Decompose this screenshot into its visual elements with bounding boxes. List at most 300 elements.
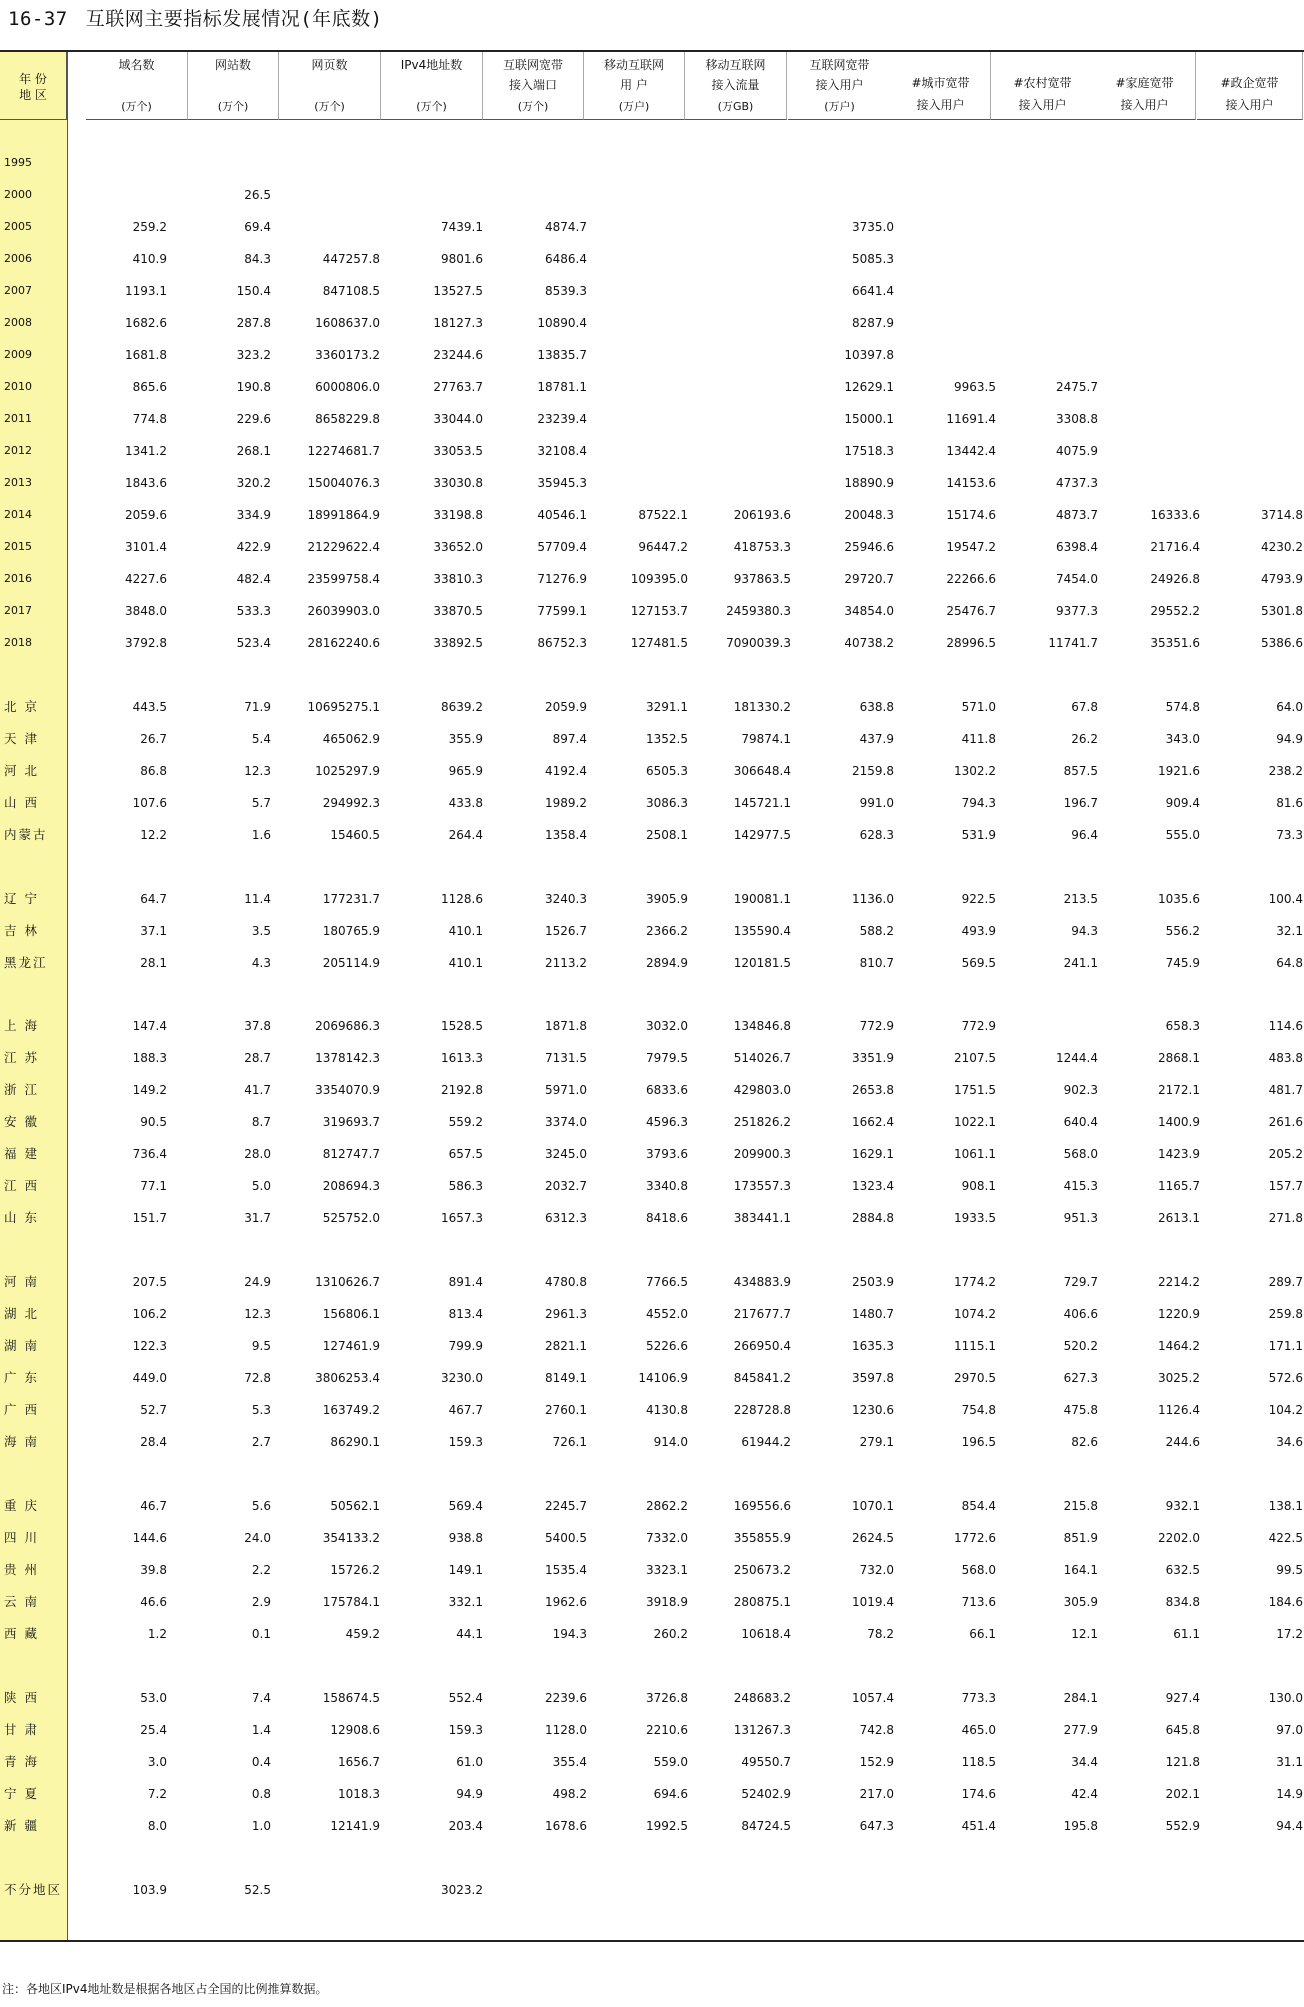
table-cell: 383441.1: [733, 1211, 791, 1225]
table-cell: 6833.6: [646, 1083, 688, 1097]
column-unit: (万户): [824, 100, 855, 113]
column-header-label: 接入端口: [508, 78, 557, 92]
table-cell: 902.3: [1063, 1083, 1098, 1097]
row-label: 2018: [4, 636, 32, 649]
table-cell: 897.4: [552, 732, 587, 746]
table-cell: 209900.3: [733, 1147, 791, 1161]
table-cell: 205114.9: [322, 956, 380, 970]
table-row: [0, 1784, 1304, 1804]
table-cell: 190081.1: [733, 892, 791, 906]
table-cell: 533.3: [236, 604, 271, 618]
table-cell: 96447.2: [638, 540, 688, 554]
table-cell: 437.9: [859, 732, 894, 746]
table-cell: 5386.6: [1261, 636, 1303, 650]
table-cell: 206193.6: [733, 508, 791, 522]
table-cell: 134846.8: [733, 1019, 791, 1033]
row-label: 青 海: [4, 1754, 39, 1769]
table-cell: 2862.2: [646, 1499, 688, 1513]
table-row: [0, 569, 1304, 589]
table-cell: 114.6: [1268, 1019, 1303, 1033]
table-cell: 449.0: [132, 1371, 167, 1385]
table-cell: 17.2: [1276, 1627, 1303, 1641]
table-cell: 175784.1: [322, 1595, 380, 1609]
table-cell: 52.7: [140, 1403, 167, 1417]
table-row: [0, 249, 1304, 269]
table-cell: 42.4: [1071, 1787, 1098, 1801]
column-header-label: 移动互联网: [705, 58, 766, 72]
table-cell: 2.2: [251, 1563, 271, 1577]
table-cell: 3240.3: [545, 892, 587, 906]
page-title: [8, 4, 383, 31]
table-cell: 657.5: [448, 1147, 483, 1161]
table-cell: 238.2: [1268, 764, 1303, 778]
table-cell: 1629.1: [852, 1147, 894, 1161]
table-row: [0, 1016, 1304, 1036]
table-cell: 35945.3: [537, 476, 587, 490]
table-cell: 1352.5: [646, 732, 688, 746]
table-cell: 196.7: [1063, 796, 1098, 810]
row-label: 云 南: [4, 1594, 39, 1609]
table-cell: 736.4: [132, 1147, 167, 1161]
table-cell: 4075.9: [1056, 444, 1098, 458]
table-cell: 78.2: [867, 1627, 894, 1641]
table-cell: 1057.4: [852, 1691, 894, 1705]
table-cell: 586.3: [448, 1179, 483, 1193]
table-cell: 1310626.7: [315, 1275, 380, 1289]
footnote: 注：各地区IPv4地址数是根据各地区占全国的比例推算数据。: [2, 1982, 328, 1996]
table-cell: 6505.3: [646, 764, 688, 778]
table-cell: 8639.2: [441, 700, 483, 714]
table-cell: 1774.2: [954, 1275, 996, 1289]
table-cell: 745.9: [1165, 956, 1200, 970]
table-cell: 184.6: [1268, 1595, 1303, 1609]
row-label-header: [0, 52, 67, 120]
row-label: 辽 宁: [4, 891, 39, 906]
table-cell: 411.8: [961, 732, 996, 746]
table-cell: 2059.6: [125, 508, 167, 522]
table-cell: 1018.3: [338, 1787, 380, 1801]
table-cell: 865.6: [132, 380, 167, 394]
table-cell: 34.6: [1276, 1435, 1303, 1449]
column-header-label: 互联网宽带: [502, 58, 563, 72]
table-cell: 1933.5: [954, 1211, 996, 1225]
row-label: 甘 肃: [4, 1722, 39, 1737]
table-cell: 1115.1: [954, 1339, 996, 1353]
table-row: [0, 953, 1304, 973]
table-cell: 152.9: [859, 1755, 894, 1769]
table-cell: 991.0: [859, 796, 894, 810]
table-cell: 84.3: [244, 252, 271, 266]
table-cell: 2503.9: [852, 1275, 894, 1289]
column-header-label: IPv4地址数: [400, 58, 463, 72]
table-row: [0, 441, 1304, 461]
table-cell: 5085.3: [852, 252, 894, 266]
column-header-label: 网站数: [214, 58, 251, 72]
column-unit: (万个): [121, 100, 152, 113]
table-cell: 1400.9: [1158, 1115, 1200, 1129]
table-cell: 52.5: [244, 1883, 271, 1897]
column-header: [788, 52, 892, 120]
table-cell: 21229622.4: [307, 540, 380, 554]
table-cell: 2821.1: [545, 1339, 587, 1353]
table-cell: 658.3: [1165, 1019, 1200, 1033]
table-cell: 8539.3: [545, 284, 587, 298]
table-cell: 2202.0: [1158, 1531, 1200, 1545]
table-cell: 552.4: [448, 1691, 483, 1705]
row-label: 2008: [4, 316, 32, 329]
table-cell: 20048.3: [844, 508, 894, 522]
row-label: 黑龙江: [4, 955, 48, 970]
table-row: [0, 825, 1304, 845]
table-cell: 483.8: [1268, 1051, 1303, 1065]
row-label: 广 西: [4, 1402, 39, 1417]
table-cell: 73.3: [1276, 828, 1303, 842]
column-header-label: 接入流量: [711, 78, 760, 92]
table-cell: 772.9: [961, 1019, 996, 1033]
table-cell: 5.4: [251, 732, 271, 746]
table-cell: 7131.5: [545, 1051, 587, 1065]
table-cell: 181330.2: [733, 700, 791, 714]
table-cell: 2069686.3: [315, 1019, 380, 1033]
table-cell: 28.7: [244, 1051, 271, 1065]
table-cell: 103.9: [132, 1883, 167, 1897]
table-cell: 2172.1: [1158, 1083, 1200, 1097]
table-cell: 1992.5: [646, 1819, 688, 1833]
table-cell: 8658229.8: [315, 412, 380, 426]
column-header-label: #政企宽带: [1220, 76, 1279, 90]
table-cell: 1635.3: [852, 1339, 894, 1353]
table-cell: 131267.3: [733, 1723, 791, 1737]
table-cell: 127481.5: [630, 636, 688, 650]
table-cell: 294992.3: [322, 796, 380, 810]
table-cell: 857.5: [1063, 764, 1098, 778]
table-cell: 834.8: [1165, 1595, 1200, 1609]
table-cell: 3726.8: [646, 1691, 688, 1705]
row-label: 2005: [4, 220, 32, 233]
table-cell: 1657.3: [441, 1211, 483, 1225]
table-cell: 1341.2: [125, 444, 167, 458]
table-cell: 3792.8: [125, 636, 167, 650]
table-cell: 774.8: [132, 412, 167, 426]
table-cell: 5.3: [251, 1403, 271, 1417]
table-cell: 1871.8: [545, 1019, 587, 1033]
table-cell: 28162240.6: [307, 636, 380, 650]
table-cell: 354133.2: [322, 1531, 380, 1545]
row-label: 2015: [4, 540, 32, 553]
table-cell: 12629.1: [844, 380, 894, 394]
table-cell: 4596.3: [646, 1115, 688, 1129]
table-cell: 1.6: [251, 828, 271, 842]
table-cell: 174.6: [961, 1787, 996, 1801]
table-cell: 627.3: [1063, 1371, 1098, 1385]
table-cell: 1613.3: [441, 1051, 483, 1065]
table-cell: 44.1: [456, 1627, 483, 1641]
table-cell: 3340.8: [646, 1179, 688, 1193]
table-cell: 12.1: [1071, 1627, 1098, 1641]
table-cell: 434883.9: [733, 1275, 791, 1289]
table-cell: 268.1: [236, 444, 271, 458]
table-cell: 104.2: [1268, 1403, 1303, 1417]
table-cell: 1.2: [147, 1627, 167, 1641]
table-cell: 556.2: [1165, 924, 1200, 938]
table-cell: 6486.4: [545, 252, 587, 266]
table-cell: 21716.4: [1150, 540, 1200, 554]
table-cell: 84724.5: [741, 1819, 791, 1833]
table-cell: 147.4: [132, 1019, 167, 1033]
table-cell: 11691.4: [946, 412, 996, 426]
column-unit: (万个): [416, 100, 447, 113]
table-row: [0, 793, 1304, 813]
table-cell: 217.0: [859, 1787, 894, 1801]
table-cell: 3308.8: [1056, 412, 1098, 426]
column-header-label: 互联网宽带: [809, 58, 870, 72]
table-cell: 810.7: [859, 956, 894, 970]
table-cell: 645.8: [1165, 1723, 1200, 1737]
table-cell: 2192.8: [441, 1083, 483, 1097]
row-label: 2013: [4, 476, 32, 489]
row-label-header-year: 年 份: [19, 72, 47, 86]
column-unit: (万个): [314, 100, 345, 113]
table-cell: 8.7: [251, 1115, 271, 1129]
table-cell: 1128.0: [545, 1723, 587, 1737]
table-cell: 18781.1: [537, 380, 587, 394]
table-cell: 9377.3: [1056, 604, 1098, 618]
table-cell: 7454.0: [1056, 572, 1098, 586]
table-cell: 2.7: [251, 1435, 271, 1449]
row-label: 山 东: [4, 1210, 39, 1225]
row-label: 2006: [4, 252, 32, 265]
table-cell: 213.5: [1063, 892, 1098, 906]
table-cell: 46.7: [140, 1499, 167, 1513]
table-cell: 559.2: [448, 1115, 483, 1129]
table-cell: 261.6: [1268, 1115, 1303, 1129]
table-row: [0, 761, 1304, 781]
table-cell: 2.9: [251, 1595, 271, 1609]
table-cell: 66.1: [969, 1627, 996, 1641]
table-cell: 1464.2: [1158, 1339, 1200, 1353]
table-cell: 86752.3: [537, 636, 587, 650]
table-cell: 0.4: [251, 1755, 271, 1769]
table-cell: 188.3: [132, 1051, 167, 1065]
table-cell: 127153.7: [630, 604, 688, 618]
table-cell: 525752.0: [322, 1211, 380, 1225]
table-cell: 742.8: [859, 1723, 894, 1737]
table-cell: 568.0: [1063, 1147, 1098, 1161]
table-cell: 7.2: [147, 1787, 167, 1801]
table-cell: 10618.4: [741, 1627, 791, 1641]
table-cell: 18991864.9: [307, 508, 380, 522]
table-cell: 406.6: [1063, 1307, 1098, 1321]
table-cell: 847108.5: [322, 284, 380, 298]
table-cell: 2459380.3: [726, 604, 791, 618]
table-cell: 5400.5: [545, 1531, 587, 1545]
table-cell: 130.0: [1268, 1691, 1303, 1705]
table-cell: 1989.2: [545, 796, 587, 810]
column-header: [1094, 52, 1196, 120]
table-cell: 86290.1: [330, 1435, 380, 1449]
table-cell: 2239.6: [545, 1691, 587, 1705]
row-label: 西 藏: [4, 1626, 39, 1641]
table-cell: 3918.9: [646, 1595, 688, 1609]
table-cell: 493.9: [961, 924, 996, 938]
table-cell: 259.8: [1268, 1307, 1303, 1321]
table-cell: 3735.0: [852, 220, 894, 234]
column-unit: (万个): [217, 100, 249, 113]
table-cell: 713.6: [961, 1595, 996, 1609]
table-cell: 772.9: [859, 1019, 894, 1033]
row-label: 吉 林: [4, 923, 39, 938]
table-row: [0, 537, 1304, 557]
table-cell: 0.8: [251, 1787, 271, 1801]
table-cell: 3360173.2: [315, 348, 380, 362]
table-cell: 343.0: [1165, 732, 1200, 746]
table-cell: 799.9: [448, 1339, 483, 1353]
table-cell: 29720.7: [844, 572, 894, 586]
row-label: 2017: [4, 604, 32, 617]
table-cell: 77.1: [140, 1179, 167, 1193]
table-cell: 67.8: [1071, 700, 1098, 714]
table-cell: 1962.6: [545, 1595, 587, 1609]
table-cell: 523.4: [236, 636, 271, 650]
table-cell: 3806253.4: [315, 1371, 380, 1385]
table-cell: 15726.2: [330, 1563, 380, 1577]
table-row: [0, 697, 1304, 717]
table-cell: 1662.4: [852, 1115, 894, 1129]
table-row: [0, 1560, 1304, 1580]
table-cell: 12141.9: [330, 1819, 380, 1833]
table-cell: 2245.7: [545, 1499, 587, 1513]
row-label: 河 南: [4, 1274, 39, 1289]
table-cell: 555.0: [1165, 828, 1200, 842]
table-cell: 32.1: [1276, 924, 1303, 938]
table-cell: 332.1: [448, 1595, 483, 1609]
table-cell: 25946.6: [844, 540, 894, 554]
row-label: 河 北: [4, 763, 39, 778]
table-cell: 3025.2: [1158, 1371, 1200, 1385]
table-cell: 144.6: [132, 1531, 167, 1545]
table-cell: 1061.1: [954, 1147, 996, 1161]
table-row: [0, 1496, 1304, 1516]
table-cell: 122.3: [132, 1339, 167, 1353]
table-cell: 35351.6: [1150, 636, 1200, 650]
table-cell: 208694.3: [322, 1179, 380, 1193]
table-row: [0, 1592, 1304, 1612]
row-label: 2016: [4, 572, 32, 585]
table-row: [0, 889, 1304, 909]
table-cell: 927.4: [1165, 1691, 1200, 1705]
table-cell: 729.7: [1063, 1275, 1098, 1289]
table-cell: 1019.4: [852, 1595, 894, 1609]
table-cell: 1302.2: [954, 764, 996, 778]
table-cell: 451.4: [961, 1819, 996, 1833]
table-cell: 4230.2: [1261, 540, 1303, 554]
table-row: [0, 1432, 1304, 1452]
table-cell: 61944.2: [741, 1435, 791, 1449]
table-cell: 12.2: [140, 828, 167, 842]
table-cell: 433.8: [448, 796, 483, 810]
table-cell: 3905.9: [646, 892, 688, 906]
table-cell: 279.1: [859, 1435, 894, 1449]
table-cell: 422.9: [236, 540, 271, 554]
table-row: [0, 1688, 1304, 1708]
table-cell: 1921.6: [1158, 764, 1200, 778]
table-cell: 938.8: [448, 1531, 483, 1545]
table-cell: 157.7: [1268, 1179, 1303, 1193]
table-cell: 33810.3: [433, 572, 483, 586]
table-row: [0, 1144, 1304, 1164]
table-cell: 937863.5: [733, 572, 791, 586]
table-cell: 61.0: [456, 1755, 483, 1769]
table-number: 16-37: [8, 8, 68, 30]
column-unit: (万个): [517, 100, 549, 113]
table-cell: 2868.1: [1158, 1051, 1200, 1065]
table-cell: 14153.6: [946, 476, 996, 490]
table-cell: 34854.0: [844, 604, 894, 618]
table-cell: 287.8: [236, 316, 271, 330]
column-header-label: #农村宽带: [1013, 76, 1072, 90]
table-row: [0, 313, 1304, 333]
table-cell: 15460.5: [330, 828, 380, 842]
table-row: [0, 217, 1304, 237]
table-cell: 1022.1: [954, 1115, 996, 1129]
table-cell: 33030.8: [433, 476, 483, 490]
row-label: 不分地区: [4, 1882, 63, 1897]
table-cell: 4874.7: [545, 220, 587, 234]
table-cell: 33892.5: [433, 636, 483, 650]
table-cell: 3.0: [147, 1755, 167, 1769]
table-cell: 94.9: [456, 1787, 483, 1801]
table-cell: 94.4: [1276, 1819, 1303, 1833]
table-cell: 2653.8: [852, 1083, 894, 1097]
table-cell: 64.8: [1276, 956, 1303, 970]
table-cell: 1656.7: [338, 1755, 380, 1769]
table-cell: 531.9: [961, 828, 996, 842]
table-cell: 1035.6: [1158, 892, 1200, 906]
row-label: 2007: [4, 284, 32, 297]
row-label-column: [0, 52, 68, 1940]
table-cell: 320.2: [236, 476, 271, 490]
column-unit: (万GB): [717, 100, 754, 113]
table-cell: 6312.3: [545, 1211, 587, 1225]
table-cell: 248683.2: [733, 1691, 791, 1705]
table-cell: 177231.7: [322, 892, 380, 906]
table-cell: 28.1: [140, 956, 167, 970]
row-label-header-region: 地 区: [19, 88, 47, 102]
table-cell: 10397.8: [844, 348, 894, 362]
table-cell: 99.5: [1276, 1563, 1303, 1577]
table-cell: 2366.2: [646, 924, 688, 938]
table-cell: 149.1: [448, 1563, 483, 1577]
table-cell: 498.2: [552, 1787, 587, 1801]
row-label: 江 西: [4, 1178, 39, 1193]
table-cell: 26.7: [140, 732, 167, 746]
table-row: [0, 281, 1304, 301]
table-cell: 127461.9: [322, 1339, 380, 1353]
table-row: [0, 1368, 1304, 1388]
table-cell: 1244.4: [1056, 1051, 1098, 1065]
table-cell: 1751.5: [954, 1083, 996, 1097]
table-cell: 754.8: [961, 1403, 996, 1417]
table-cell: 12.3: [244, 764, 271, 778]
column-header-label: 移动互联网: [603, 58, 664, 72]
table-cell: 106.2: [132, 1307, 167, 1321]
table-cell: 1220.9: [1158, 1307, 1200, 1321]
table-cell: 813.4: [448, 1307, 483, 1321]
table-cell: 28.4: [140, 1435, 167, 1449]
table-cell: 79874.1: [741, 732, 791, 746]
row-label: 福 建: [4, 1146, 39, 1161]
table-cell: 25.4: [140, 1723, 167, 1737]
